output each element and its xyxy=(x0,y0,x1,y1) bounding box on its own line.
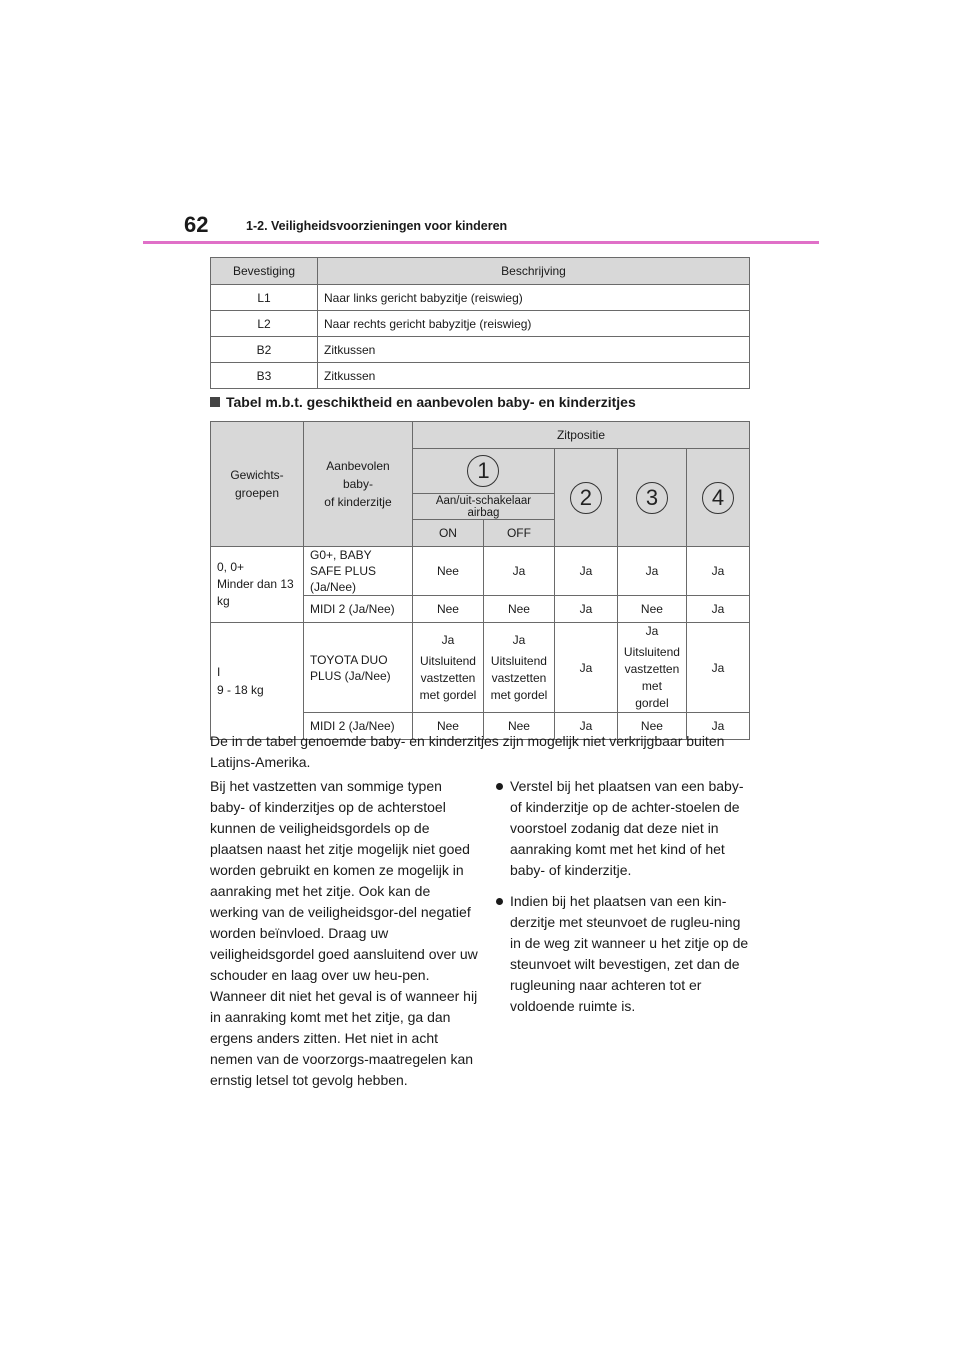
section-title: 1-2. Veiligheidsvoorzieningen voor kinderen xyxy=(246,219,508,233)
page-number: 62 xyxy=(184,212,209,237)
table-row xyxy=(211,363,750,389)
list-item xyxy=(496,891,751,1017)
suitability-table xyxy=(210,421,750,740)
table-heading-text: Tabel m.b.t. geschiktheid en aanbevolen baby- en kinderzitjes xyxy=(226,394,636,410)
mounting-table xyxy=(210,257,750,389)
table-heading xyxy=(210,394,636,410)
list-item xyxy=(496,776,751,881)
seat-2-icon: 2 xyxy=(570,482,602,514)
mounting-code: B3 xyxy=(211,363,318,389)
cell-value: Ja xyxy=(686,713,749,740)
cell-value-note: Uitsluitend vastzetten met gordel xyxy=(419,653,477,702)
cell-value: Ja xyxy=(686,596,749,623)
cell-value: Nee xyxy=(617,713,686,740)
cell-value-main: Ja xyxy=(512,632,526,647)
mounting-description: Zitkussen xyxy=(318,337,750,363)
table-row xyxy=(211,623,750,713)
cell-value: Nee xyxy=(412,596,483,623)
table-row xyxy=(211,337,750,363)
mounting-description: Naar links gericht babyzitje (reiswieg) xyxy=(318,285,750,311)
seat-position-1 xyxy=(412,449,554,494)
cell-value: Nee xyxy=(483,596,554,623)
cell-value: Ja xyxy=(554,596,617,623)
table-row xyxy=(211,285,750,311)
availability-note: De in de tabel genoemde baby- en kinderzitjes zijn mogelijk niet verkrijgbaar buiten Latijns-Amerika. xyxy=(210,733,725,770)
bullet-dot-icon xyxy=(496,783,503,790)
table-header-row xyxy=(211,422,750,449)
seat-4-icon: 4 xyxy=(702,482,734,514)
bullet-dot-icon xyxy=(496,898,503,905)
seat-position-3 xyxy=(617,449,686,547)
col-header-description: Beschrijving xyxy=(318,258,750,285)
body-text-left: Bij het vastzetten van sommige typen baby- of kinderzitjes op de achterstoel kunnen de veiligheidsgordels op de plaatsen naast het zitje mogelijk niet goed worden gebruikt en komen ze mogelijk in aanraking met het zitje. Ook kan de werking van de veiligheidsgor-del negatief worden beïnvloed. Draag uw veiligheidsgordel goed aansluitend over uw schouder en laag over uw heu-pen. Wanneer dit niet het geval is of wanneer hij in aanraking komt met het zitje, ga dan ergens anders zitten. Het niet in acht nemen van de voorzorgs-maatregelen kan ernstig letsel tot gevolg hebben. xyxy=(210,778,478,1088)
bullet-text: Verstel bij het plaatsen van een baby- of kinderzitje op de achter-stoelen de voorstoel zodanig dat deze niet in aanraking komt met het kind of het baby- of kinderzitje. xyxy=(510,778,744,878)
cell-value: Nee xyxy=(617,596,686,623)
airbag-switch-header: Aan/uit-schakelaar airbag xyxy=(412,494,554,520)
table-row xyxy=(211,311,750,337)
weight-group-label: 0, 0+ Minder dan 13 kg xyxy=(211,547,304,623)
cell-value: Ja xyxy=(554,713,617,740)
seat-3-icon: 3 xyxy=(636,482,668,514)
cell-value-note: Uitsluitend vastzetten met gordel xyxy=(490,653,548,702)
mounting-description: Naar rechts gericht babyzitje (reiswieg) xyxy=(318,311,750,337)
cell-value-main: Ja xyxy=(441,632,455,647)
cell-value xyxy=(483,623,554,713)
weight-group-label: I 9 - 18 kg xyxy=(211,623,304,740)
cell-value: Ja xyxy=(686,623,749,713)
bullet-list xyxy=(496,776,751,1027)
cell-value: Ja xyxy=(554,547,617,596)
col-header-off: OFF xyxy=(483,520,554,547)
cell-value: Ja xyxy=(554,623,617,713)
seat-name: TOYOTA DUO PLUS (Ja/Nee) xyxy=(303,623,412,713)
table-header-row xyxy=(211,258,750,285)
header-divider xyxy=(143,241,819,244)
seat-position-2 xyxy=(554,449,617,547)
cell-value: Ja xyxy=(686,547,749,596)
mounting-code: B2 xyxy=(211,337,318,363)
col-header-weight-groups: Gewichts- groepen xyxy=(211,422,304,547)
col-header-seat-position: Zitpositie xyxy=(412,422,749,449)
cell-value: Nee xyxy=(412,713,483,740)
mounting-description: Zitkussen xyxy=(318,363,750,389)
seat-name: G0+, BABY SAFE PLUS (Ja/Nee) xyxy=(303,547,412,596)
cell-value xyxy=(617,623,686,713)
cell-value: Nee xyxy=(483,713,554,740)
seat-position-4 xyxy=(686,449,749,547)
cell-value: Nee xyxy=(412,547,483,596)
cell-value-main: Ja xyxy=(645,624,659,638)
seat-name: MIDI 2 (Ja/Nee) xyxy=(303,713,412,740)
cell-value: Ja xyxy=(483,547,554,596)
cell-value xyxy=(412,623,483,713)
square-bullet-icon xyxy=(210,397,220,407)
mounting-code: L2 xyxy=(211,311,318,337)
cell-value-note: Uitsluitend vastzetten met gordel xyxy=(623,645,680,710)
cell-value: Ja xyxy=(617,547,686,596)
col-header-on: ON xyxy=(412,520,483,547)
seat-1-icon: 1 xyxy=(467,455,499,487)
table-row xyxy=(211,547,750,596)
seat-name: MIDI 2 (Ja/Nee) xyxy=(303,596,412,623)
bullet-text: Indien bij het plaatsen van een kin-derzitje met steunvoet de rugleu-ning in de weg zit wanneer u het zitje op de steunvoet wilt bevestigen, zet dan de rugleuning naar achteren tot er voldoende ruimte is. xyxy=(510,893,749,1014)
mounting-code: L1 xyxy=(211,285,318,311)
col-header-mounting: Bevestiging xyxy=(211,258,318,285)
col-header-recommended-seat: Aanbevolen baby- of kinderzitje xyxy=(303,422,412,547)
